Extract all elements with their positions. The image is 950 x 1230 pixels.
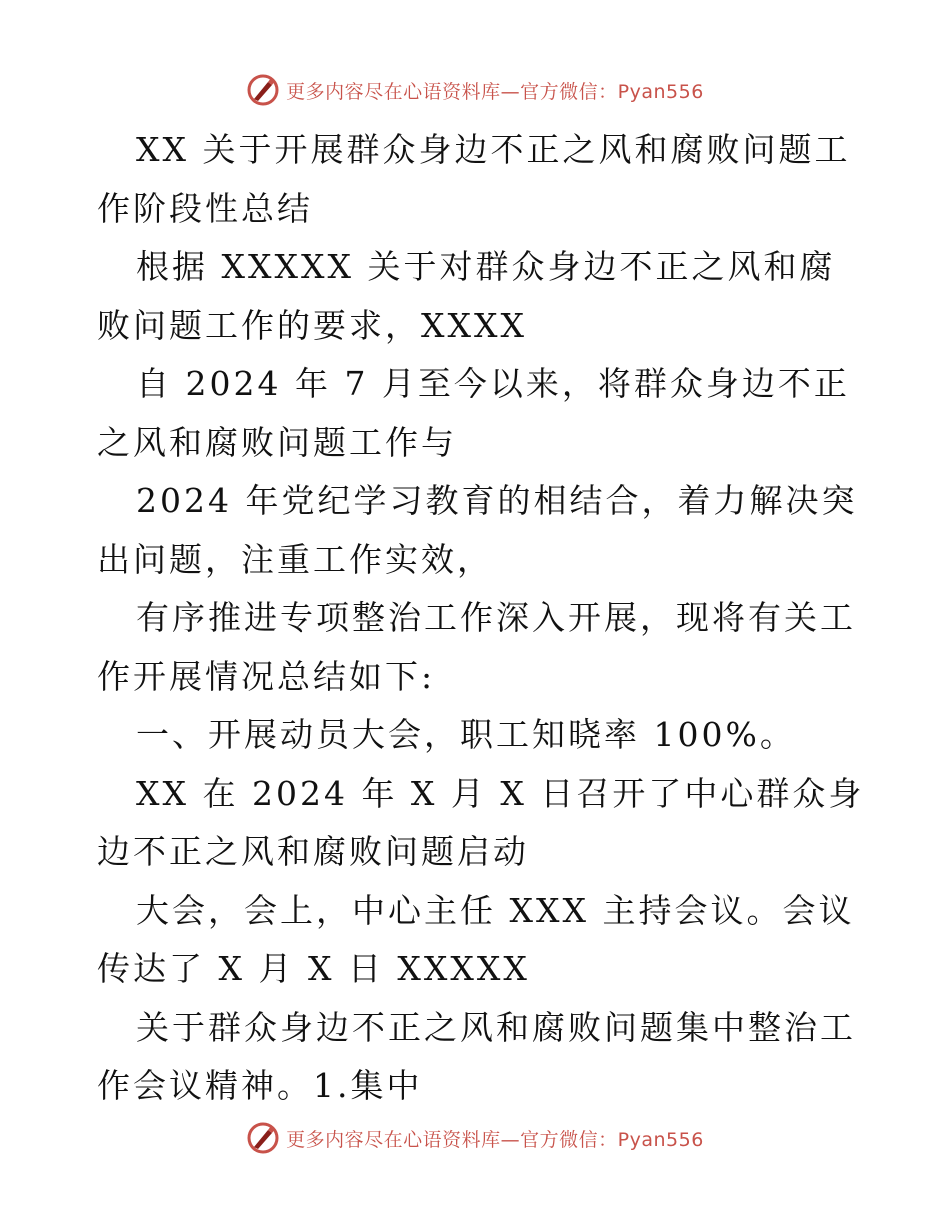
document-title: XX 关于开展群众身边不正之风和腐败问题工作阶段性总结 [97, 130, 851, 228]
watermark-text: 更多内容尽在心语资料库—官方微信：Pyan556 [286, 80, 704, 103]
paragraph: XX 在 2024 年 X 月 X 日召开了中心群众身边不正之风和腐败问题启动 [97, 773, 865, 871]
paragraph: 根据 XXXXX 关于对群众身边不正之风和腐败问题工作的要求，XXXX [97, 247, 836, 345]
footer-watermark [0, 1118, 950, 1158]
watermark-text: 更多内容尽在心语资料库—官方微信：Pyan556 [286, 1128, 704, 1151]
paragraph: 大会，会上，中心主任 XXX 主持会议。会议传达了 X 月 X 日 XXXXX [97, 890, 855, 988]
document-body [97, 121, 867, 1116]
paragraph: 关于群众身边不正之风和腐败问题集中整治工作会议精神。1.集中 [97, 1007, 856, 1105]
header-watermark [0, 70, 950, 110]
paragraph: 自 2024 年 7 月至今以来，将群众身边不正之风和腐败问题工作与 [97, 364, 850, 462]
section-heading: 一、开展动员大会，职工知晓率 100%。 [136, 715, 796, 754]
paragraph: 2024 年党纪学习教育的相结合，着力解决突出问题，注重工作实效， [97, 481, 858, 579]
pen-logo-icon [246, 1121, 280, 1155]
pen-logo-icon [246, 73, 280, 107]
paragraph: 有序推进专项整治工作深入开展，现将有关工作开展情况总结如下: [97, 598, 856, 696]
